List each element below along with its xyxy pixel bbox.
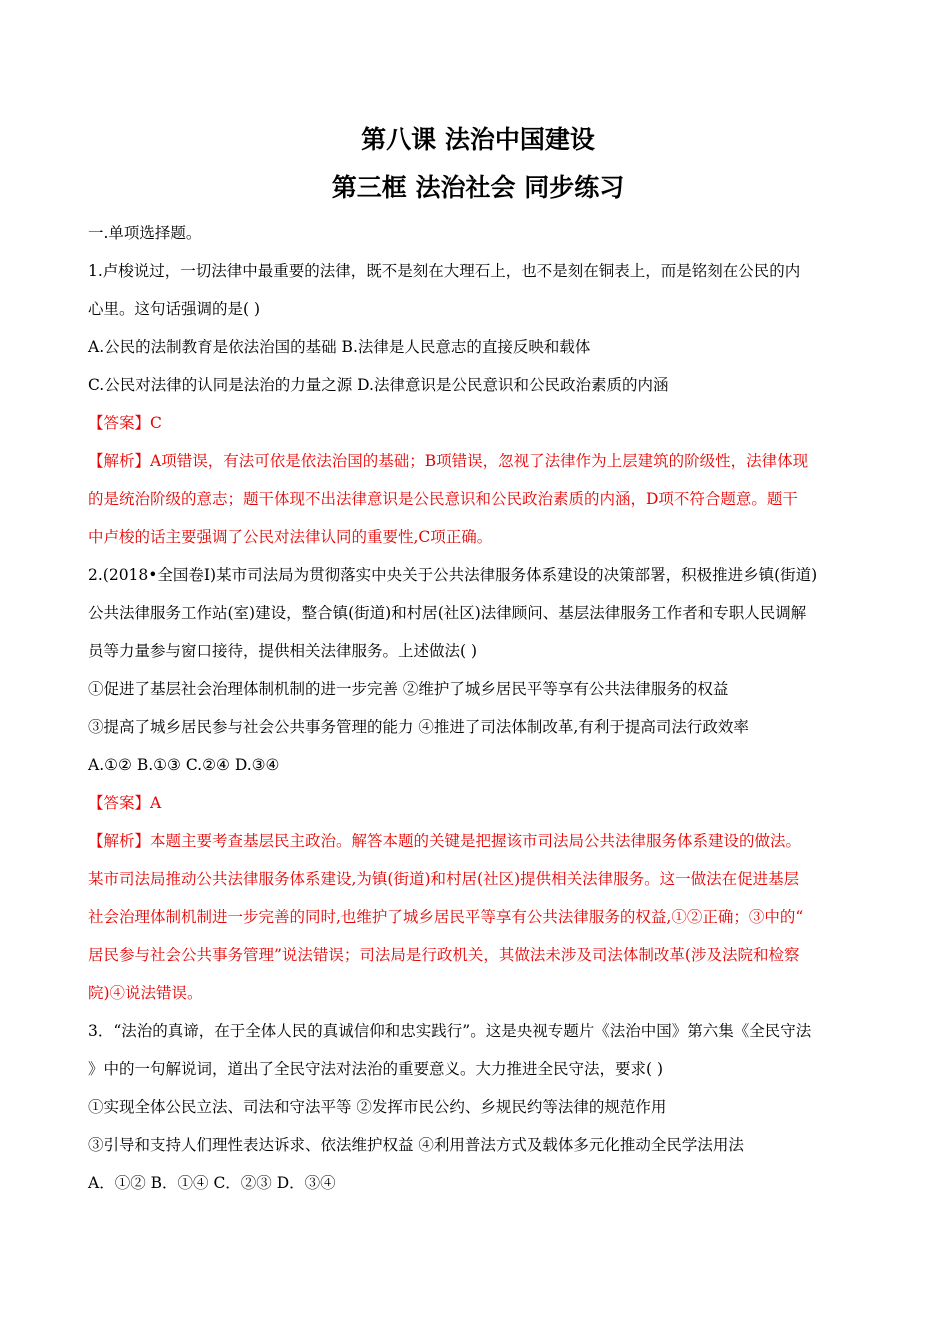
analysis-line: 【解析】A项错误，有法可依是依法治国的基础；B项错误，忽视了法律作为上层建筑的阶级性，法律体现	[88, 452, 809, 470]
question-option-line: A．①② B．①④ C．②③ D．③④	[88, 1174, 336, 1192]
question-stem-line: 1.卢梭说过，一切法律中最重要的法律，既不是刻在大理石上，也不是刻在铜表上，而是铭刻在公民的内	[88, 262, 801, 280]
question-1	[88, 252, 868, 556]
analysis-line: 的是统治阶级的意志；题干体现不出法律意识是公民意识和公民政治素质的内涵，D项不符合题意。题干	[88, 490, 798, 508]
analysis-line: 中卢梭的话主要强调了公民对法律认同的重要性,C项正确。	[88, 528, 493, 546]
question-option-line: A.①② B.①③ C.②④ D.③④	[88, 756, 280, 774]
analysis-line: 社会治理体制机制进一步完善的同时,也维护了城乡居民平等享有公共法律服务的权益,①②正确；③中的“	[88, 908, 804, 926]
section-title: 第三框 法治社会 同步练习	[331, 173, 625, 202]
question-option-line: ③引导和支持人们理性表达诉求、依法维护权益 ④利用普法方式及载体多元化推动全民学法用法	[88, 1136, 744, 1154]
section-heading: 一.单项选择题。	[88, 224, 202, 242]
question-option-line: ③提高了城乡居民参与社会公共事务管理的能力 ④推进了司法体制改革,有利于提高司法行政效率	[88, 718, 749, 736]
analysis-line: 院)④说法错误。	[88, 984, 203, 1002]
question-stem-line: 2.(2018•全国卷Ⅰ)某市司法局为贯彻落实中央关于公共法律服务体系建设的决策部署，积极推进乡镇(街道)	[88, 566, 818, 584]
question-stem-line: 3．“法治的真谛，在于全体人民的真诚信仰和忠实践行”。这是央视专题片《法治中国》第六集《全民守法	[88, 1022, 812, 1040]
question-stem-line: 公共法律服务工作站(室)建设，整合镇(街道)和村居(社区)法律顾问、基层法律服务工作者和专职人民调解	[88, 604, 807, 622]
question-stem-line: 心里。这句话强调的是( )	[88, 300, 261, 318]
question-option-line: ①实现全体公民立法、司法和守法平等 ②发挥市民公约、乡规民约等法律的规范作用	[88, 1098, 667, 1116]
question-option-line: C.公民对法律的认同是法治的力量之源 D.法律意识是公民意识和公民政治素质的内涵	[88, 376, 669, 394]
analysis-line: 某市司法局推动公共法律服务体系建设,为镇(街道)和村居(社区)提供相关法律服务。这一做法在促进基层	[88, 870, 800, 888]
answer-line: 【答案】A	[88, 794, 162, 812]
answer-line: 【答案】C	[88, 414, 162, 432]
lesson-title: 第八课 法治中国建设	[361, 125, 595, 154]
document-page	[88, 118, 868, 1202]
analysis-line: 【解析】本题主要考查基层民主政治。解答本题的关键是把握该市司法局公共法律服务体系建设的做法。	[88, 832, 802, 850]
question-stem-line: 》中的一句解说词，道出了全民守法对法治的重要意义。大力推进全民守法，要求( )	[88, 1060, 664, 1078]
question-option-line: ①促进了基层社会治理体制机制的进一步完善 ②维护了城乡居民平等享有公共法律服务的权益	[88, 680, 729, 698]
question-3	[88, 1012, 868, 1202]
question-2	[88, 556, 868, 1012]
question-option-line: A.公民的法制教育是依法治国的基础 B.法律是人民意志的直接反映和载体	[88, 338, 591, 356]
analysis-line: 居民参与社会公共事务管理”说法错误；司法局是行政机关，其做法未涉及司法体制改革(涉及法院和检察	[88, 946, 800, 964]
question-stem-line: 员等力量参与窗口接待，提供相关法律服务。上述做法( )	[88, 642, 478, 660]
